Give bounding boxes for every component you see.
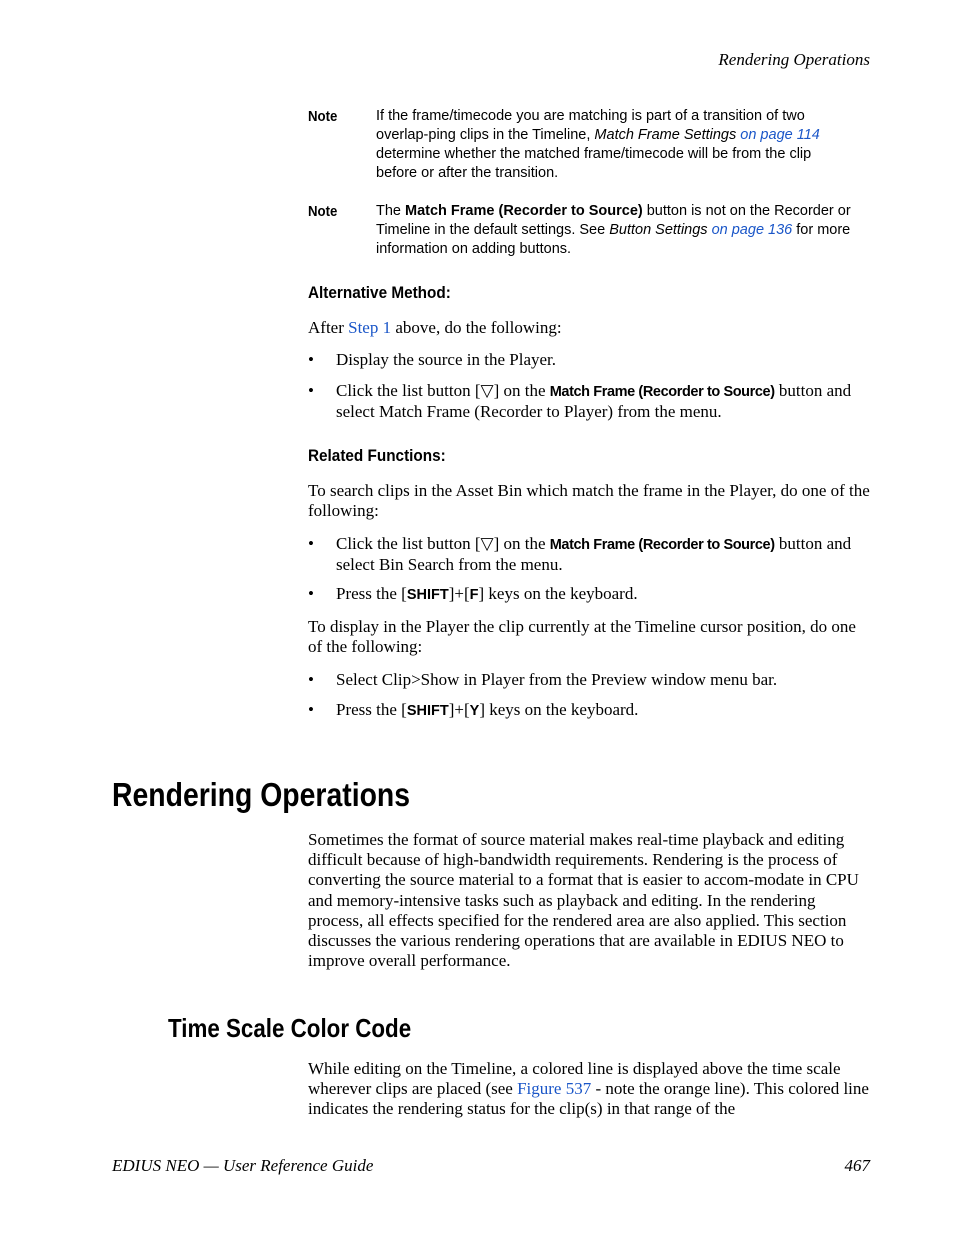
- text-segment: After: [308, 318, 349, 337]
- text-segment: ]+[: [448, 700, 470, 719]
- list-item-text: Select Clip>Show in Player from the Preview window menu bar.: [336, 670, 778, 689]
- step-link[interactable]: Step 1: [348, 318, 392, 337]
- ui-button-name: Match Frame (Recorder to Source): [549, 384, 775, 400]
- ui-button-name: Match Frame (Recorder to Source): [405, 203, 643, 219]
- subheading-alternative: Alternative Method:: [308, 283, 451, 302]
- text-segment: Press the [: [336, 700, 407, 719]
- list-item-text: Display the source in the Player.: [336, 350, 557, 369]
- running-header: Rendering Operations: [718, 50, 870, 69]
- key-name: F: [469, 587, 479, 603]
- note-text-segment: If the frame/timecode you are matching is part of a transition of two overlap-ping clips in the Timeline,: [376, 108, 805, 143]
- note-text-segment: determine whether the matched frame/timecode will be from the clip before or after the transition.: [376, 146, 812, 181]
- note-text-segment: button is not on the Recorder or Timeline in the default settings. See: [376, 203, 851, 238]
- text-segment: ]+[: [448, 584, 470, 603]
- bullet-icon: •: [308, 534, 314, 553]
- text-segment: button and select Match Frame (Recorder to Player) from the menu.: [336, 381, 852, 421]
- text-segment: - note the orange line). This colored line indicates the rendering status for the clip(s) in that range of the: [308, 1079, 869, 1119]
- bullet-icon: •: [308, 350, 314, 369]
- bullet-icon: •: [308, 584, 314, 603]
- bullet-icon: •: [308, 381, 314, 400]
- note-text: [376, 107, 856, 183]
- page-link[interactable]: on page 136: [707, 222, 793, 238]
- text-segment: Click the list button [▽] on the: [336, 381, 550, 400]
- text-segment: ] keys on the keyboard.: [479, 700, 639, 719]
- text-segment: While editing on the Timeline, a colored line is displayed above the time scale wherever clips are placed (see: [308, 1059, 841, 1099]
- ui-button-name: Match Frame (Recorder to Source): [549, 537, 775, 553]
- list-item-text: [336, 700, 873, 721]
- key-name: Y: [469, 703, 480, 719]
- note-text-segment: for more information on adding buttons.: [376, 222, 851, 257]
- page-link[interactable]: on page 114: [736, 127, 820, 143]
- cross-ref-title: Button Settings: [609, 222, 708, 238]
- section-title: Rendering Operations: [112, 776, 411, 813]
- text-segment: Click the list button [▽] on the: [336, 534, 550, 553]
- text-segment: Press the [: [336, 584, 407, 603]
- bullet-icon: •: [308, 670, 314, 689]
- list-item: [308, 534, 873, 576]
- cross-ref-title: Match Frame Settings: [594, 127, 737, 143]
- paragraph: To display in the Player the clip currently at the Timeline cursor position, do one of the following:: [308, 617, 856, 657]
- paragraph: To search clips in the Asset Bin which match the frame in the Player, do one of the following:: [308, 481, 870, 521]
- note-text-segment: The: [376, 203, 406, 219]
- note-label: Note: [308, 108, 338, 125]
- subheading-related: Related Functions:: [308, 446, 446, 465]
- page-number: 467: [844, 1156, 870, 1175]
- key-name: SHIFT: [406, 587, 449, 603]
- key-name: SHIFT: [406, 703, 449, 719]
- subsection-body: [308, 1059, 873, 1120]
- paragraph: [308, 318, 873, 338]
- bullet-icon: •: [308, 700, 314, 719]
- note-text: [376, 202, 856, 259]
- figure-link[interactable]: Figure 537: [517, 1079, 592, 1099]
- text-segment: button and select Bin Search from the menu.: [336, 534, 852, 574]
- section-body: Sometimes the format of source material makes real-time playback and editing difficult because of high-bandwidth requirements. Rendering is the process of converting the source material to a format that is easier to accom-modate in CPU and memory-intensive tasks such as playback and editing. In the rendering process, all effects specified for the rendered area are also applied. This section discusses the various rendering operations that are available in EDIUS NEO to improve overall performance.: [308, 830, 859, 971]
- list-item: [308, 381, 873, 423]
- note-label: Note: [308, 203, 338, 220]
- list-item-text: [336, 584, 873, 605]
- text-segment: above, do the following:: [391, 318, 562, 337]
- subsection-title: Time Scale Color Code: [168, 1013, 412, 1043]
- text-segment: ] keys on the keyboard.: [478, 584, 638, 603]
- list-item-text: [336, 534, 873, 575]
- footer-title: EDIUS NEO — User Reference Guide: [112, 1156, 374, 1175]
- list-item-text: [336, 381, 873, 422]
